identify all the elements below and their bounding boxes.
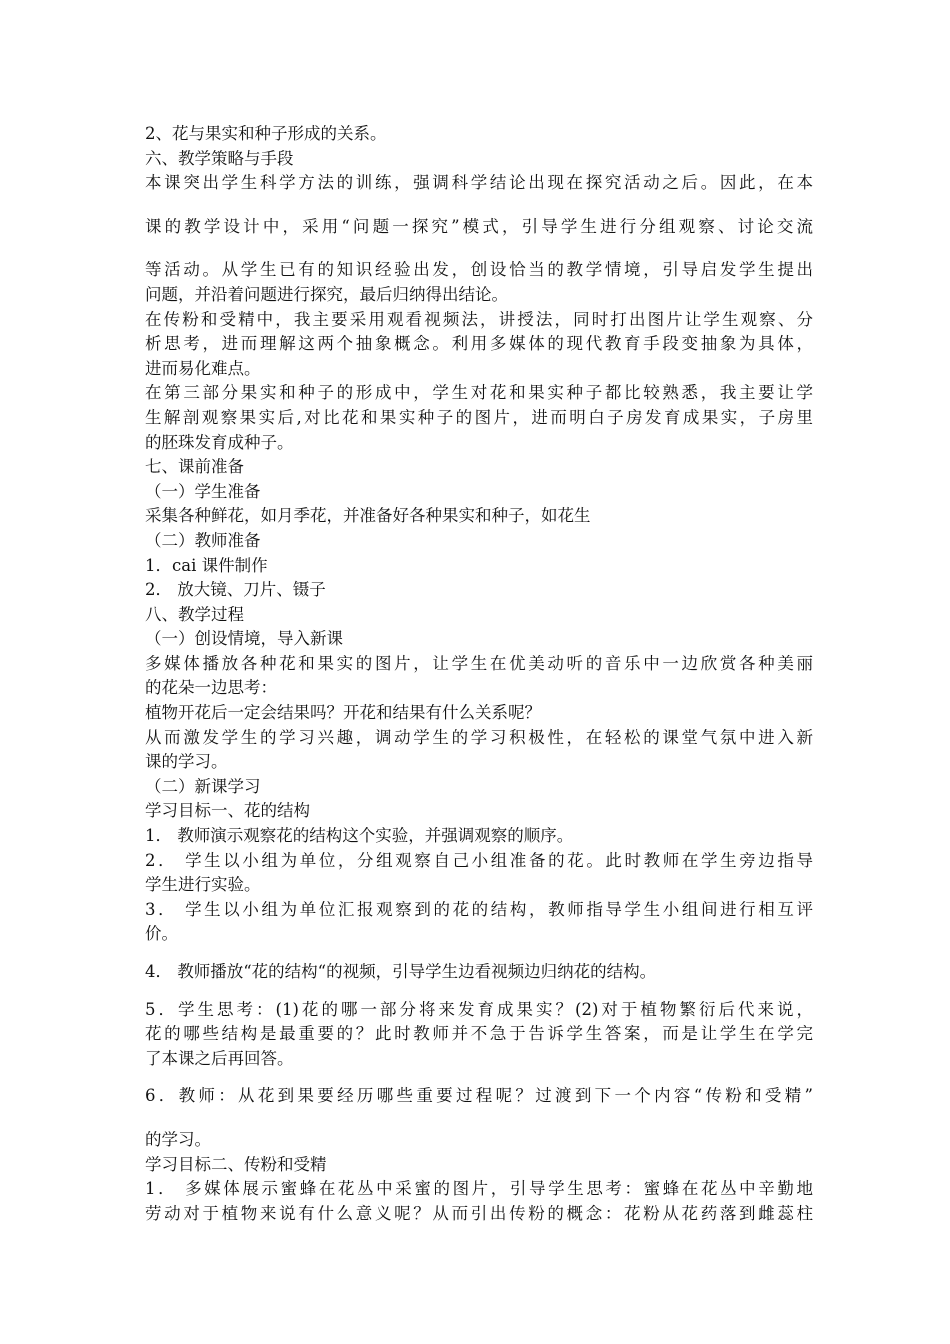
list-item: 6．教师：从花到果要经历哪些重要过程呢？过渡到下一个内容“传粉和受精”	[145, 1086, 813, 1106]
text-line: 析思考，进而理解这两个抽象概念。利用多媒体的现代教育手段变抽象为具体，	[145, 334, 813, 354]
text-line: 等活动。从学生已有的知识经验出发，创设恰当的教学情境，引导启发学生提出	[145, 260, 813, 280]
text-line: 从而激发学生的学习兴趣，调动学生的学习积极性，在轻松的课堂气氛中进入新	[145, 727, 813, 747]
subsection-heading: （二）教师准备	[145, 530, 261, 550]
section-heading: 六、教学策略与手段	[145, 148, 294, 168]
text-line: 本课突出学生科学方法的训练，强调科学结论出现在探究活动之后。因此，在本	[145, 173, 813, 193]
section-heading: 七、课前准备	[145, 457, 244, 477]
text-line: 价。	[145, 924, 178, 944]
subsection-heading: 学习目标二、传粉和受精	[145, 1154, 327, 1174]
subsection-heading: （一）学生准备	[145, 481, 261, 501]
list-item: 1． 多媒体展示蜜蜂在花丛中采蜜的图片，引导学生思考：蜜蜂在花丛中辛勤地	[145, 1179, 813, 1199]
text-line: 学生进行实验。	[145, 875, 261, 895]
text-line: 花的哪些结构是最重要的？此时教师并不急于告诉学生答案，而是让学生在学完	[145, 1024, 813, 1044]
text-line: 了本课之后再回答。	[145, 1048, 294, 1068]
text-line: 的胚珠发育成种子。	[145, 432, 294, 452]
text-line: 在传粉和受精中，我主要采用观看视频法，讲授法，同时打出图片让学生观察、分	[145, 309, 813, 329]
text-line: 生解剖观察果实后,对比花和果实种子的图片，进而明白子房发育成果实，子房里	[145, 407, 813, 427]
text-line: 采集各种鲜花，如月季花，并准备好各种果实和种子，如花生	[145, 506, 591, 526]
document-page	[145, 122, 813, 1226]
list-item: 5．学生思考：(1)花的哪一部分将来发育成果实？(2)对于植物繁衍后代来说，	[145, 999, 813, 1019]
text-line: 课的学习。	[145, 752, 228, 772]
subsection-heading: （一）创设情境，导入新课	[145, 629, 343, 649]
text-line: 的花朵一边思考：	[145, 678, 277, 698]
text-line: 课的教学设计中，采用“问题一探究”模式，引导学生进行分组观察、讨论交流	[145, 216, 813, 236]
text-line: 植物开花后一定会结果吗？开花和结果有什么关系呢？	[145, 703, 541, 723]
list-item: 1． 教师演示观察花的结构这个实验，并强调观察的顺序。	[145, 826, 574, 846]
list-item: 1．cai 课件制作	[145, 555, 268, 575]
text-line: 2、花与果实和种子形成的关系。	[145, 124, 387, 143]
text-line: 多媒体播放各种花和果实的图片，让学生在优美动听的音乐中一边欣赏各种美丽	[145, 653, 813, 673]
text-line: 问题，并沿着问题进行探究，最后归纳得出结论。	[145, 284, 508, 304]
section-heading: 八、教学过程	[145, 604, 244, 624]
text-line: 劳动对于植物来说有什么意义呢？从而引出传粉的概念：花粉从花药落到雌蕊柱	[145, 1203, 813, 1223]
list-item: 2． 学生以小组为单位，分组观察自己小组准备的花。此时教师在学生旁边指导	[145, 850, 813, 870]
list-item: 4． 教师播放“花的结构“的视频，引导学生边看视频边归纳花的结构。	[145, 962, 657, 981]
text-line: 在第三部分果实和种子的形成中，学生对花和果实种子都比较熟悉，我主要让学	[145, 383, 813, 403]
text-line: 进而易化难点。	[145, 358, 261, 378]
list-item: 2． 放大镜、刀片、镊子	[145, 580, 326, 600]
subsection-heading: 学习目标一、花的结构	[145, 801, 310, 821]
subsection-heading: （二）新课学习	[145, 776, 261, 796]
text-line: 的学习。	[145, 1129, 211, 1149]
list-item: 3． 学生以小组为单位汇报观察到的花的结构，教师指导学生小组间进行相互评	[145, 899, 813, 919]
